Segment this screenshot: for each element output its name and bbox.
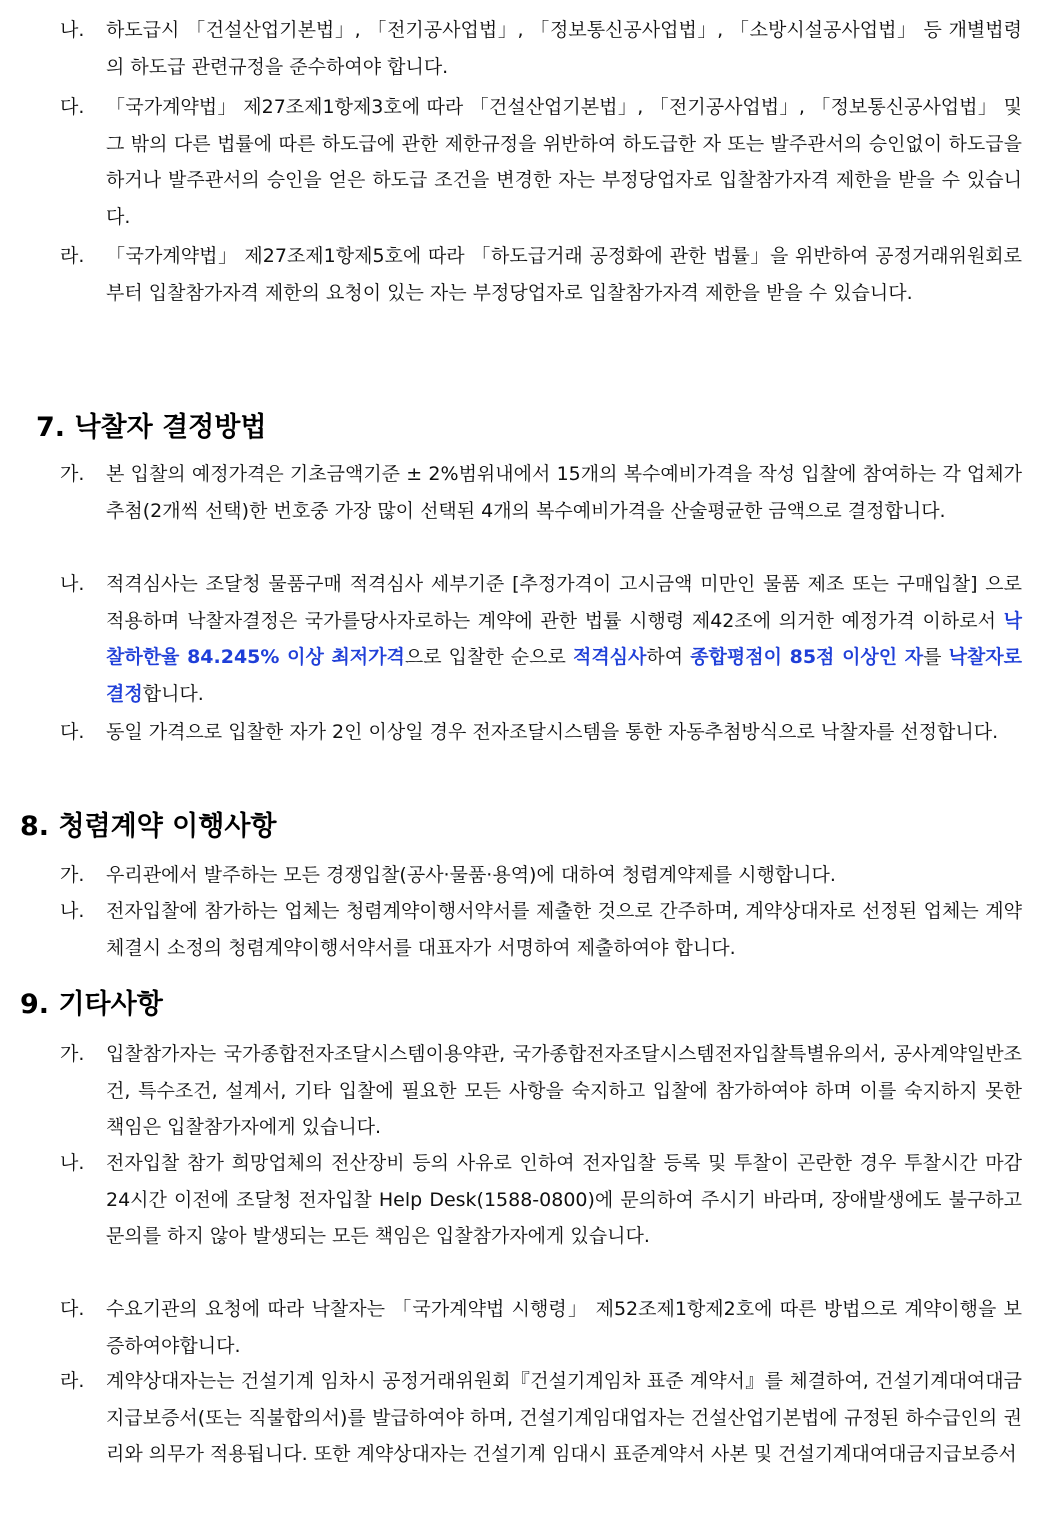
section9-item-ga (60, 1036, 1022, 1146)
section9-heading: 9. 기타사항 (20, 989, 163, 1020)
item-label: 가. (60, 1043, 85, 1065)
item-text: 동일 가격으로 입찰한 자가 2인 이상일 경우 전자조달시스템을 통한 자동추첨방식으로 낙찰자를 선정합니다. (106, 721, 999, 743)
section6-item-ra (60, 238, 1022, 311)
item-label: 라. (60, 245, 85, 267)
section8-item-na (60, 893, 1022, 966)
highlight-decision: 낙찰자로 결정 (106, 646, 1022, 705)
item-text: 우리관에서 발주하는 모든 경쟁입찰(공사·물품·용역)에 대하여 청렴계약제를 시행합니다. (106, 864, 836, 886)
section8-heading: 8. 청렴계약 이행사항 (20, 811, 277, 842)
highlight-score: 종합평점이 85점 이상인 자 (690, 646, 924, 668)
item-text: 본 입찰의 예정가격은 기초금액기준 ± 2%범위내에서 15개의 복수예비가격을 작성 입찰에 참여하는 각 업체가 추첨(2개씩 선택)한 번호중 가장 많이 선택된 4개의 복수예비가격을 산술평균한 금액으로 결정합니다. (106, 463, 1022, 522)
section6-item-da (60, 89, 1022, 235)
item-text: 적격심사는 조달청 물품구매 적격심사 세부기준 [추정가격이 고시금액 미만인 물품 제조 또는 구매입찰] 으로 적용하며 낙찰자결정은 국가를당사자로하는 계약에 관한 법률 시행령 제42조에 의거한 예정가격 이하로서 낙찰하한율 84.245% 이상 최저가격으로 입찰한 순으로 적격심사하여 종합평점이 85점 이상인 자를 낙찰자로 결정합니다. (106, 573, 1022, 705)
item-label: 다. (60, 96, 85, 118)
item-label: 가. (60, 864, 85, 886)
item-label: 나. (60, 900, 85, 922)
item-text: 「국가계약법」 제27조제1항제3호에 따라 「건설산업기본법」, 「전기공사업법」, 「정보통신공사업법」 및 그 밖의 다른 법률에 따른 하도급에 관한 제한규정을 위반하여 하도급한 자 또는 발주관서의 승인없이 하도급을 하거나 발주관서의 승인을 얻은 하도급 조건을 변경한 자는 부정당업자로 입찰참가자격 제한을 받을 수 있습니다. (106, 96, 1022, 228)
item-label: 다. (60, 1298, 85, 1320)
item-label: 다. (60, 721, 85, 743)
section6-item-na (60, 12, 1022, 85)
item-text: 전자입찰에 참가하는 업체는 청렴계약이행서약서를 제출한 것으로 간주하며, 계약상대자로 선정된 업체는 계약체결시 소정의 청렴계약이행서약서를 대표자가 서명하여 제출하여야 합니다. (106, 900, 1022, 959)
section7-item-da (60, 714, 1022, 751)
highlight-qualification: 적격심사 (572, 646, 647, 668)
section8-item-ga (60, 857, 1022, 894)
section9-item-ra (60, 1363, 1022, 1509)
section7-item-na (60, 566, 1022, 712)
item-text: 계약상대자는는 건설기계 임차시 공정거래위원회『건설기계임차 표준 계약서』를 체결하여, 건설기계대여대금 지급보증서(또는 직불합의서)를 발급하여야 하며, 건설기계임대업자는 건설산업기본법에 규정된 하수급인의 권리와 의무가 적용됩니다. 또한 계약상대자는 건설기계 임대시 표준계약서 사본 및 건설기계대여대금지급보증서 (106, 1370, 1022, 1465)
item-text: 「국가계약법」 제27조제1항제5호에 따라 「하도급거래 공정화에 관한 법률」을 위반하여 공정거래위원회로부터 입찰참가자격 제한의 요청이 있는 자는 부정당업자로 입찰참가자격 제한을 받을 수 있습니다. (106, 245, 1022, 304)
item-label: 나. (60, 573, 85, 595)
item-label: 가. (60, 463, 85, 485)
section7-item-ga (60, 456, 1022, 529)
section9-item-da (60, 1291, 1022, 1364)
item-text: 입찰참가자는 국가종합전자조달시스템이용약관, 국가종합전자조달시스템전자입찰특별유의서, 공사계약일반조건, 특수조건, 설계서, 기타 입찰에 필요한 모든 사항을 숙지하고 입찰에 참가하여야 하며 이를 숙지하지 못한 책임은 입찰참가자에게 있습니다. (106, 1043, 1022, 1138)
item-text: 수요기관의 요청에 따라 낙찰자는 「국가계약법 시행령」 제52조제1항제2호에 따른 방법으로 계약이행을 보증하여야합니다. (106, 1298, 1022, 1357)
section9-item-na (60, 1145, 1022, 1255)
section7-heading: 7. 낙찰자 결정방법 (36, 412, 267, 443)
item-label: 라. (60, 1370, 85, 1392)
highlight-lower-limit: 낙찰하한율 84.245% 이상 최저가격 (106, 609, 1022, 668)
item-label: 나. (60, 19, 85, 41)
item-label: 나. (60, 1152, 85, 1174)
item-text: 하도급시 「건설산업기본법」, 「전기공사업법」, 「정보통신공사업법」, 「소방시설공사업법」 등 개별법령의 하도급 관련규정을 준수하여야 합니다. (106, 19, 1022, 78)
item-text: 전자입찰 참가 희망업체의 전산장비 등의 사유로 인하여 전자입찰 등록 및 투찰이 곤란한 경우 투찰시간 마감 24시간 이전에 조달청 전자입찰 Help Desk(1588-0800)에 문의하여 주시기 바라며, 장애발생에도 불구하고 문의를 하지 않아 발생되는 모든 책임은 입찰참가자에게 있습니다. (106, 1152, 1022, 1247)
